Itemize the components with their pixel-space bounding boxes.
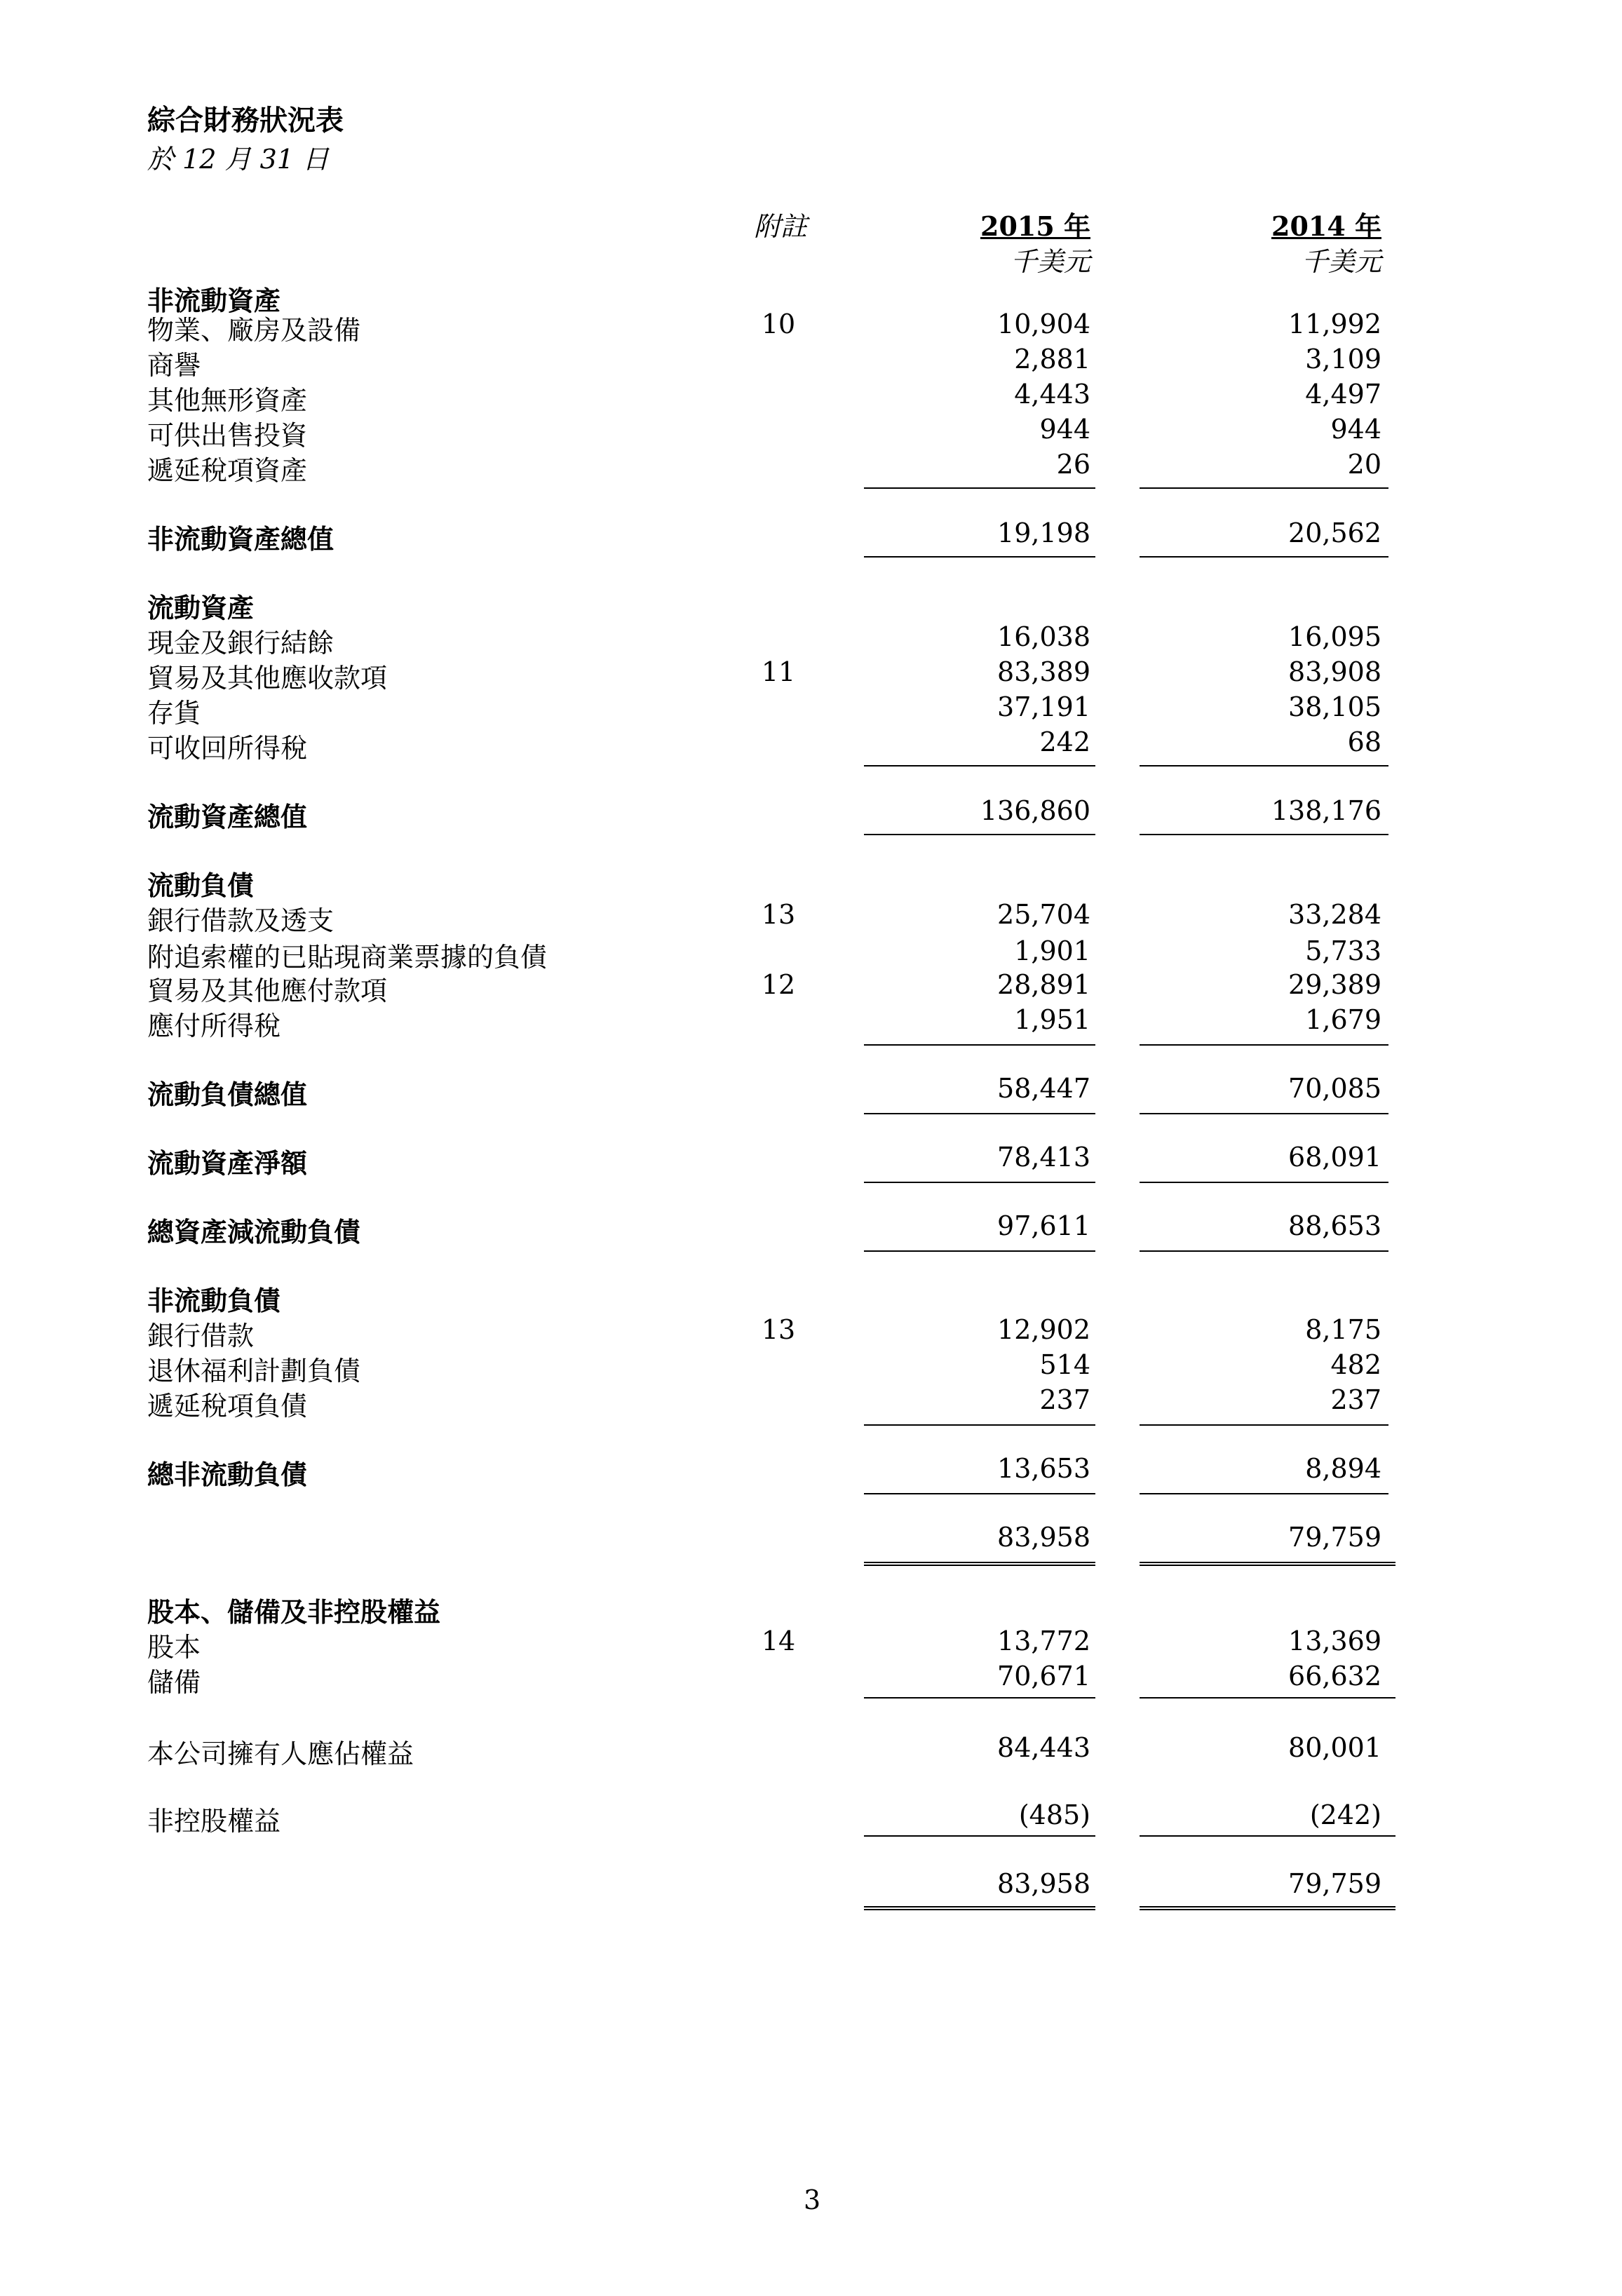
table-row <box>0 969 1622 1004</box>
value-2015: 25,704 <box>997 899 1090 930</box>
value-2015: 83,958 <box>997 1868 1090 1899</box>
value-2014: 88,653 <box>1288 1210 1381 1241</box>
value-2014: 482 <box>1330 1349 1381 1380</box>
row-note: 14 <box>761 1626 796 1656</box>
double-rule <box>864 1562 1095 1566</box>
single-rule <box>1140 1493 1388 1494</box>
value-2015: 78,413 <box>997 1142 1090 1173</box>
table-row <box>0 586 1622 621</box>
table-row <box>0 1626 1622 1661</box>
year-2015-header: 2015 年 <box>980 210 1090 242</box>
table-row <box>0 1210 1622 1248</box>
note-column-header: 附註 <box>754 211 808 242</box>
value-2014: 33,284 <box>1288 899 1381 930</box>
table-row <box>0 691 1622 727</box>
row-label: 股本、儲備及非控股權益 <box>147 1597 441 1628</box>
table-row <box>0 1799 1622 1835</box>
row-label: 非控股權益 <box>147 1806 281 1837</box>
row-label: 商譽 <box>147 350 201 381</box>
table-row <box>0 621 1622 659</box>
value-2014: 16,095 <box>1288 621 1381 652</box>
row-note: 13 <box>761 1314 796 1345</box>
row-label: 現金及銀行結餘 <box>147 628 334 659</box>
double-rule <box>1140 1562 1395 1566</box>
row-label: 非流動資產總值 <box>147 524 334 555</box>
row-label: 應付所得稅 <box>147 1011 281 1041</box>
row-label: 貿易及其他應收款項 <box>147 663 388 694</box>
value-2014: 38,105 <box>1288 691 1381 722</box>
value-2014: 944 <box>1330 414 1381 445</box>
row-label: 儲備 <box>147 1667 201 1698</box>
single-rule <box>1140 1113 1388 1114</box>
table-row <box>0 1453 1622 1488</box>
page-number: 3 <box>804 2184 821 2215</box>
value-2014: 83,908 <box>1288 656 1381 687</box>
value-2015: 10,904 <box>997 309 1090 339</box>
unit-2014-header: 千美元 <box>1301 246 1381 277</box>
value-2014: 70,085 <box>1288 1073 1381 1104</box>
value-2014: 4,497 <box>1305 379 1381 410</box>
row-note: 11 <box>761 656 796 687</box>
table-row <box>0 1384 1622 1422</box>
single-rule <box>864 1697 1095 1699</box>
row-label: 流動資產淨額 <box>147 1148 308 1179</box>
single-rule <box>864 1044 1095 1046</box>
single-rule <box>864 1250 1095 1252</box>
table-row <box>0 1142 1622 1177</box>
table-row <box>0 795 1622 830</box>
row-label: 存貨 <box>147 698 201 729</box>
value-2014: 8,894 <box>1305 1453 1381 1484</box>
value-2015: 4,443 <box>1014 379 1090 410</box>
value-2014: 237 <box>1330 1384 1381 1415</box>
single-rule <box>864 1182 1095 1183</box>
page-title: 綜合財務狀況表 <box>147 104 344 137</box>
single-rule <box>864 1113 1095 1114</box>
single-rule <box>1140 765 1388 767</box>
value-2015: (485) <box>1018 1799 1090 1830</box>
single-rule <box>864 765 1095 767</box>
table-row <box>0 1732 1622 1767</box>
single-rule <box>1140 834 1388 835</box>
value-2014: 68 <box>1347 727 1381 757</box>
value-2015: 97,611 <box>997 1210 1090 1241</box>
row-label: 銀行借款 <box>147 1321 255 1351</box>
table-row <box>0 727 1622 762</box>
single-rule <box>1140 1424 1388 1426</box>
value-2014: 5,733 <box>1305 936 1381 966</box>
unit-2015-header: 千美元 <box>1010 246 1090 277</box>
single-rule <box>1140 1697 1395 1699</box>
row-label: 可供出售投資 <box>147 420 308 451</box>
row-label: 其他無形資產 <box>147 385 308 416</box>
single-rule <box>864 1424 1095 1426</box>
value-2015: 12,902 <box>997 1314 1090 1345</box>
row-label: 貿易及其他應付款項 <box>147 975 388 1006</box>
table-row <box>0 899 1622 934</box>
row-label: 總非流動負債 <box>147 1459 308 1490</box>
row-note: 12 <box>761 969 796 1000</box>
single-rule <box>864 556 1095 558</box>
double-rule <box>864 1906 1095 1910</box>
table-row <box>0 1004 1622 1039</box>
value-2015: 13,653 <box>997 1453 1090 1484</box>
value-2015: 84,443 <box>997 1732 1090 1763</box>
table-row <box>0 1522 1622 1557</box>
row-label: 流動負債總值 <box>147 1079 308 1110</box>
row-label: 可收回所得稅 <box>147 733 308 764</box>
value-2014: 11,992 <box>1288 309 1381 339</box>
single-rule <box>864 487 1095 489</box>
single-rule <box>1140 1835 1395 1837</box>
value-2014: 3,109 <box>1305 344 1381 374</box>
value-2015: 242 <box>1039 727 1090 757</box>
value-2015: 19,198 <box>997 518 1090 548</box>
single-rule <box>1140 1044 1388 1046</box>
double-rule <box>1140 1906 1395 1910</box>
value-2015: 944 <box>1039 414 1090 445</box>
row-label: 總資產減流動負債 <box>147 1217 361 1248</box>
table-row <box>0 1314 1622 1349</box>
page-subtitle: 於 12 月 31 日 <box>147 144 330 175</box>
value-2014: 138,176 <box>1271 795 1381 826</box>
single-rule <box>1140 1182 1388 1183</box>
row-label: 物業、廠房及設備 <box>147 315 361 346</box>
table-row <box>0 1868 1622 1903</box>
table-row <box>0 518 1622 553</box>
row-label: 流動資產總值 <box>147 802 308 832</box>
single-rule <box>864 1493 1095 1494</box>
table-row <box>0 414 1622 449</box>
value-2015: 13,772 <box>997 1626 1090 1656</box>
value-2015: 1,951 <box>1014 1004 1090 1035</box>
value-2015: 16,038 <box>997 621 1090 652</box>
table-row <box>0 1591 1622 1626</box>
value-2014: 68,091 <box>1288 1142 1381 1173</box>
value-2014: 80,001 <box>1288 1732 1381 1763</box>
value-2014: 29,389 <box>1288 969 1381 1000</box>
single-rule <box>1140 556 1388 558</box>
row-label: 本公司擁有人應佔權益 <box>147 1738 414 1769</box>
table-row <box>0 449 1622 484</box>
value-2015: 70,671 <box>997 1661 1090 1691</box>
row-label: 非流動資產 <box>147 285 281 316</box>
table-row <box>0 1279 1622 1314</box>
single-rule <box>1140 1250 1388 1252</box>
row-label: 非流動負債 <box>147 1285 281 1316</box>
row-label: 遞延稅項資產 <box>147 455 308 486</box>
value-2015: 28,891 <box>997 969 1090 1000</box>
value-2014: 1,679 <box>1305 1004 1381 1035</box>
row-note: 10 <box>761 309 796 339</box>
year-2014-header: 2014 年 <box>1271 210 1381 242</box>
value-2014: 8,175 <box>1305 1314 1381 1345</box>
value-2015: 2,881 <box>1014 344 1090 374</box>
row-label: 流動負債 <box>147 870 255 901</box>
table-row <box>0 344 1622 379</box>
value-2015: 136,860 <box>980 795 1090 826</box>
row-label: 流動資產 <box>147 593 255 623</box>
value-2015: 83,958 <box>997 1522 1090 1553</box>
value-2014: 79,759 <box>1288 1868 1381 1899</box>
value-2014: 13,369 <box>1288 1626 1381 1656</box>
value-2015: 514 <box>1039 1349 1090 1380</box>
value-2015: 26 <box>1056 449 1090 480</box>
table-row <box>0 936 1622 971</box>
value-2015: 37,191 <box>997 691 1090 722</box>
table-row <box>0 1073 1622 1108</box>
table-row <box>0 309 1622 344</box>
row-label: 股本 <box>147 1632 201 1663</box>
value-2015: 58,447 <box>997 1073 1090 1104</box>
table-row <box>0 379 1622 414</box>
single-rule <box>864 1835 1095 1837</box>
value-2014: 20,562 <box>1288 518 1381 548</box>
row-label: 附追索權的已貼現商業票據的負債 <box>147 942 548 973</box>
row-note: 13 <box>761 899 796 930</box>
value-2015: 237 <box>1039 1384 1090 1415</box>
value-2015: 1,901 <box>1014 936 1090 966</box>
value-2014: (242) <box>1309 1799 1381 1830</box>
single-rule <box>864 834 1095 835</box>
value-2014: 66,632 <box>1288 1661 1381 1691</box>
single-rule <box>1140 487 1388 489</box>
value-2014: 20 <box>1347 449 1381 480</box>
table-row <box>0 1661 1622 1696</box>
row-label: 退休福利計劃負債 <box>147 1356 361 1386</box>
value-2015: 83,389 <box>997 656 1090 687</box>
table-row <box>0 1349 1622 1384</box>
table-row <box>0 864 1622 899</box>
value-2014: 79,759 <box>1288 1522 1381 1553</box>
table-row <box>0 656 1622 694</box>
row-label: 遞延稅項負債 <box>147 1391 308 1422</box>
row-label: 銀行借款及透支 <box>147 905 334 936</box>
